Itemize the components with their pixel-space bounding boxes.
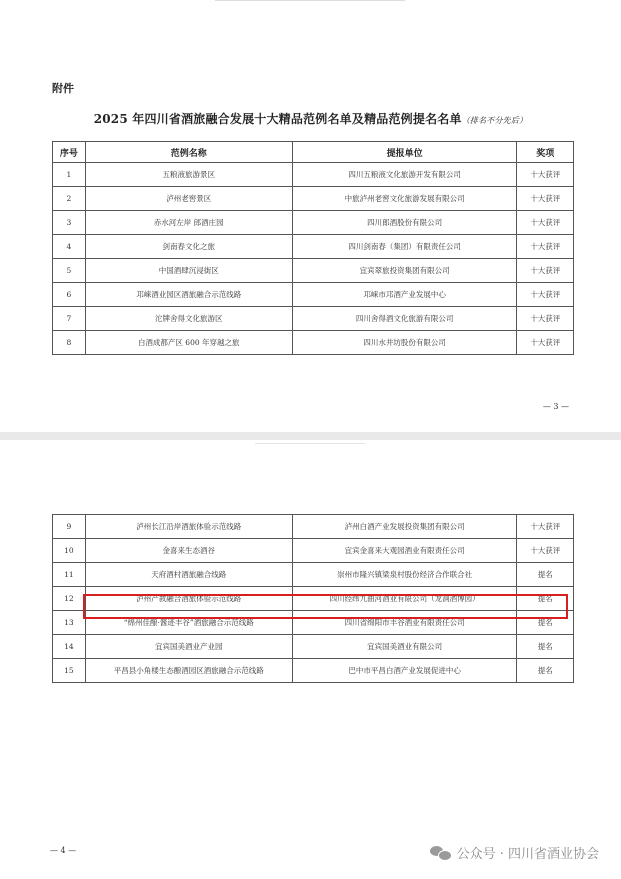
cell-award: 十大获评 — [517, 515, 574, 539]
cell-no: 4 — [53, 235, 86, 259]
table-row — [53, 163, 574, 187]
document-title — [0, 110, 621, 127]
cell-award: 提名 — [517, 611, 574, 635]
table-row — [53, 235, 574, 259]
cell-no: 13 — [53, 611, 86, 635]
cell-award: 十大获评 — [517, 163, 574, 187]
cell-no: 12 — [53, 587, 86, 611]
cell-name: 沱牌舍得文化旅游区 — [85, 307, 292, 331]
table-row — [53, 515, 574, 539]
table-row — [53, 563, 574, 587]
cell-unit: 邛崃市邛酒产业发展中心 — [292, 283, 517, 307]
cell-no: 8 — [53, 331, 86, 355]
cell-no: 5 — [53, 259, 86, 283]
header-award: 奖项 — [517, 142, 574, 163]
cell-award: 提名 — [517, 587, 574, 611]
cell-award: 提名 — [517, 563, 574, 587]
cell-unit: 四川舍得酒文化旅游有限公司 — [292, 307, 517, 331]
cell-name: 赤水河左岸 郎酒庄园 — [85, 211, 292, 235]
title-note: （排名不分先后） — [461, 116, 528, 125]
cell-unit: 泸州白酒产业发展投资集团有限公司 — [292, 515, 517, 539]
cell-unit: 四川剑南春（集团）有限责任公司 — [292, 235, 517, 259]
cell-name: 泸州产教融合酒旅体验示范线路 — [85, 587, 292, 611]
table-row — [53, 635, 574, 659]
cell-unit: 巴中市平昌白酒产业发展促进中心 — [292, 659, 517, 683]
cell-unit: 四川五粮液文化旅游开发有限公司 — [292, 163, 517, 187]
document-page-3 — [0, 0, 621, 432]
cell-award: 十大获评 — [517, 235, 574, 259]
cell-unit: 宜宾金喜来大观园酒业有限责任公司 — [292, 539, 517, 563]
cell-no: 6 — [53, 283, 86, 307]
cell-award: 提名 — [517, 635, 574, 659]
watermark-text: 公众号 · 四川省酒业协会 — [456, 847, 599, 862]
table-row — [53, 187, 574, 211]
wechat-icon — [430, 845, 452, 861]
cell-unit: 四川经纬九曲河酒业有限公司（龙洞酒博园） — [292, 587, 517, 611]
header-unit: 提报单位 — [292, 142, 517, 163]
cell-name: “绵州佳酿·酱迹丰谷”酒旅融合示范线路 — [85, 611, 292, 635]
table-row — [53, 539, 574, 563]
cell-unit: 中旅泸州老窖文化旅游发展有限公司 — [292, 187, 517, 211]
table-row — [53, 283, 574, 307]
cell-award: 十大获评 — [517, 283, 574, 307]
cell-name: 中国酒肆沉浸街区 — [85, 259, 292, 283]
cell-name: 金喜来生态酒谷 — [85, 539, 292, 563]
title-main: 2025 年四川省酒旅融合发展十大精品范例名单及精品范例提名名单 — [93, 112, 462, 126]
highlight-box — [83, 594, 568, 619]
cell-award: 十大获评 — [517, 331, 574, 355]
table-row — [53, 259, 574, 283]
attachment-label: 附件 — [52, 82, 74, 95]
table-row — [53, 659, 574, 683]
cell-award: 十大获评 — [517, 259, 574, 283]
cell-unit: 四川水井坊股份有限公司 — [292, 331, 517, 355]
cell-name: 平昌县小角楼生态酿酒园区酒旅融合示范线路 — [85, 659, 292, 683]
cell-unit: 宜宾国美酒业有限公司 — [292, 635, 517, 659]
table-row — [53, 331, 574, 355]
cell-no: 11 — [53, 563, 86, 587]
cell-no: 15 — [53, 659, 86, 683]
cell-unit: 四川郎酒股份有限公司 — [292, 211, 517, 235]
cell-name: 宜宾国美酒业产业园 — [85, 635, 292, 659]
cell-name: 剑南春文化之旅 — [85, 235, 292, 259]
page-number-4: — 4 — — [50, 846, 77, 855]
cell-no: 7 — [53, 307, 86, 331]
cell-no: 1 — [53, 163, 86, 187]
cell-name: 邛崃酒业园区酒旅融合示范线路 — [85, 283, 292, 307]
cell-no: 10 — [53, 539, 86, 563]
cell-name: 泸州老窖景区 — [85, 187, 292, 211]
scan-edge-mark — [215, 0, 405, 1]
cell-no: 3 — [53, 211, 86, 235]
cell-award: 提名 — [517, 659, 574, 683]
table-row — [53, 307, 574, 331]
cell-name: 天府酒村酒旅融合线路 — [85, 563, 292, 587]
cell-unit: 宜宾翠旅投资集团有限公司 — [292, 259, 517, 283]
page-gap — [0, 432, 621, 440]
cell-award: 十大获评 — [517, 307, 574, 331]
cell-name: 泸州长江沿岸酒旅体验示范线路 — [85, 515, 292, 539]
cell-name: 白酒成都产区 600 年穿越之旅 — [85, 331, 292, 355]
cell-name: 五粮液旅游景区 — [85, 163, 292, 187]
cell-unit: 崇州市隆兴镇梁泉村股份经济合作联合社 — [292, 563, 517, 587]
awards-table-part1 — [52, 141, 574, 355]
table-header-row — [53, 142, 574, 163]
cell-no: 2 — [53, 187, 86, 211]
cell-unit: 四川省绵阳市丰谷酒业有限责任公司 — [292, 611, 517, 635]
scan-edge-mark — [255, 443, 365, 444]
table-row — [53, 211, 574, 235]
cell-no: 14 — [53, 635, 86, 659]
header-no: 序号 — [53, 142, 86, 163]
cell-award: 十大获评 — [517, 187, 574, 211]
cell-award: 十大获评 — [517, 211, 574, 235]
cell-no: 9 — [53, 515, 86, 539]
cell-award: 十大获评 — [517, 539, 574, 563]
wechat-watermark — [430, 843, 599, 862]
page-number-3: — 3 — — [542, 402, 569, 411]
header-name: 范例名称 — [85, 142, 292, 163]
